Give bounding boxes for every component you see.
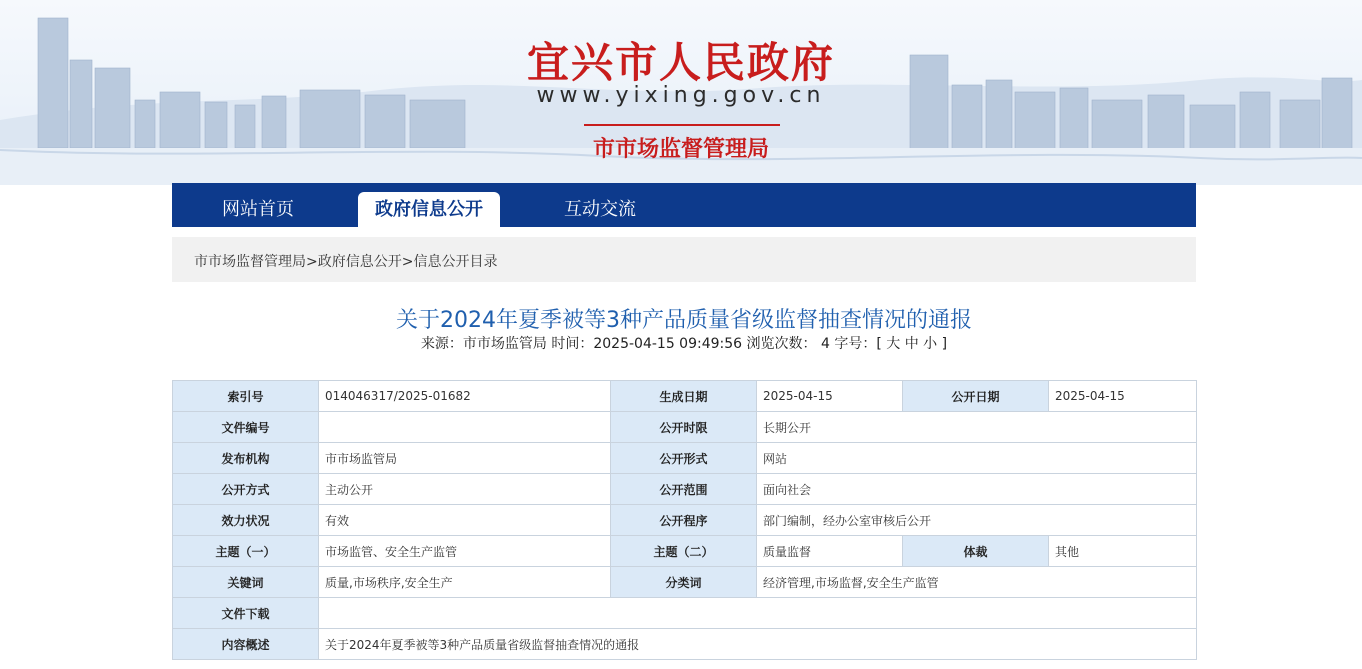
disclosure-procedure-label: 公开程序 — [611, 505, 757, 536]
disclosure-scope-label: 公开范围 — [611, 474, 757, 505]
disclosure-method-label: 公开方式 — [173, 474, 319, 505]
font-size-large-button[interactable]: 大 — [886, 336, 901, 352]
disclosure-period-label: 公开时限 — [611, 412, 757, 443]
genre-label: 体裁 — [903, 536, 1049, 567]
disclosure-procedure-value: 部门编制，经办公室审核后公开 — [757, 505, 1197, 536]
topic-one-value: 市场监管、安全生产监管 — [319, 536, 611, 567]
table-row — [173, 567, 1197, 598]
disclosure-form-value: 网站 — [757, 443, 1197, 474]
disclosure-form-label: 公开形式 — [611, 443, 757, 474]
main-nav — [172, 183, 1196, 227]
views-count: 4 — [820, 336, 830, 352]
disclosure-period-value: 长期公开 — [757, 412, 1197, 443]
keywords-value: 质量,市场秩序,安全生产 — [319, 567, 611, 598]
info-disclosure-table — [172, 380, 1197, 660]
table-row — [173, 629, 1197, 660]
created-date-value: 2025-04-15 — [757, 381, 903, 412]
nav-item-gov-info[interactable]: 政府信息公开 — [358, 192, 500, 227]
article-title: 关于2024年夏季被等3种产品质量省级监督抽查情况的通报 — [396, 308, 972, 333]
breadcrumb-separator: > — [401, 254, 414, 270]
summary-label: 内容概述 — [173, 629, 319, 660]
font-size-medium-button[interactable]: 中 — [904, 336, 919, 352]
validity-value: 有效 — [319, 505, 611, 536]
disclosure-method-value: 主动公开 — [319, 474, 611, 505]
issuer-value: 市市场监管局 — [319, 443, 611, 474]
category-label: 分类词 — [611, 567, 757, 598]
file-download-value[interactable] — [319, 598, 1197, 629]
department-name: 市市场监督管理局 — [592, 137, 769, 162]
breadcrumb-link-gov-info[interactable]: 政府信息公开 — [317, 254, 402, 270]
table-row — [173, 381, 1197, 412]
created-date-label: 生成日期 — [611, 381, 757, 412]
nav-item-interaction[interactable]: 互动交流 — [564, 199, 636, 220]
time-value: 2025-04-15 09:49:56 — [593, 336, 743, 352]
time-label: 时间： — [551, 336, 594, 352]
nav-item-home[interactable]: 网站首页 — [222, 199, 294, 220]
font-size-label: 字号： — [834, 336, 877, 352]
department-divider — [584, 124, 780, 126]
published-date-label: 公开日期 — [903, 381, 1049, 412]
topic-one-label: 主题（一） — [173, 536, 319, 567]
site-title: 宜兴市人民政府 — [526, 38, 835, 87]
site-url: www.yixing.gov.cn — [536, 83, 826, 108]
file-download-label: 文件下载 — [173, 598, 319, 629]
table-row — [173, 505, 1197, 536]
font-size-bracket-open: [ — [876, 336, 882, 352]
source-label: 来源： — [420, 336, 463, 352]
issuer-label: 发布机构 — [173, 443, 319, 474]
font-size-small-button[interactable]: 小 — [923, 336, 938, 352]
index-no-value: 014046317/2025-01682 — [319, 381, 611, 412]
topic-two-value: 质量监督 — [757, 536, 903, 567]
breadcrumb-link-bureau[interactable]: 市市场监督管理局 — [194, 254, 306, 270]
category-value: 经济管理,市场监督,安全生产监管 — [757, 567, 1197, 598]
breadcrumb-link-catalog[interactable]: 信息公开目录 — [413, 254, 498, 270]
genre-value: 其他 — [1049, 536, 1197, 567]
topic-two-label: 主题（二） — [611, 536, 757, 567]
validity-label: 效力状况 — [173, 505, 319, 536]
source-value: 市市场监管局 — [462, 336, 547, 352]
views-label: 浏览次数： — [746, 336, 817, 352]
table-row — [173, 443, 1197, 474]
keywords-label: 关键词 — [173, 567, 319, 598]
published-date-value: 2025-04-15 — [1049, 381, 1197, 412]
font-size-bracket-close: ] — [941, 336, 948, 352]
table-row — [173, 474, 1197, 505]
article-meta — [172, 333, 1196, 353]
breadcrumb-separator: > — [306, 254, 318, 270]
table-row — [173, 536, 1197, 567]
breadcrumb — [172, 237, 1196, 282]
header-banner — [0, 0, 1362, 185]
table-row — [173, 598, 1197, 629]
doc-no-value — [319, 412, 611, 443]
table-row — [173, 412, 1197, 443]
summary-value: 关于2024年夏季被等3种产品质量省级监督抽查情况的通报 — [319, 629, 1197, 660]
doc-no-label: 文件编号 — [173, 412, 319, 443]
disclosure-scope-value: 面向社会 — [757, 474, 1197, 505]
index-no-label: 索引号 — [173, 381, 319, 412]
